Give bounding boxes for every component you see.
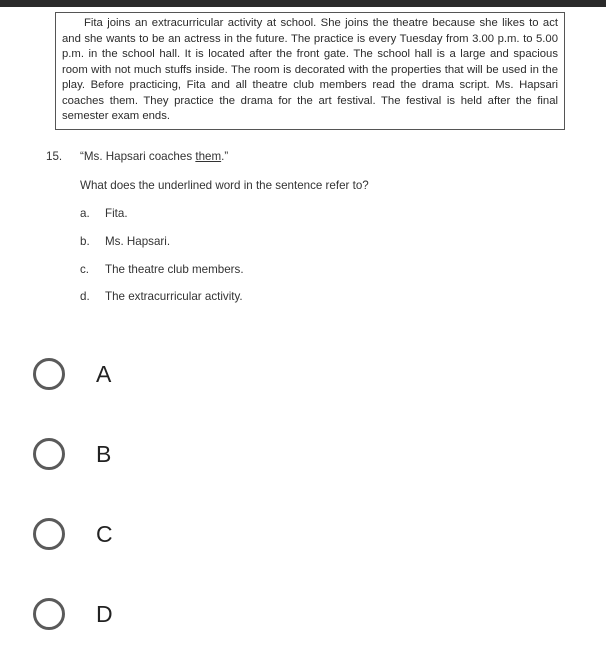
option-letter: a. [80,207,90,220]
option-text: The theatre club members. [105,263,244,276]
question-prompt: What does the underlined word in the sentence refer to? [80,179,369,192]
answer-b[interactable] [33,434,112,474]
answer-label-a[interactable]: A [96,361,112,387]
reading-passage [55,12,565,130]
option-letter: d. [80,290,90,303]
option-b [80,235,170,248]
answer-label-b[interactable]: B [96,441,112,467]
question-number: 15. [46,150,63,163]
option-text: The extracurricular activity. [105,290,243,303]
quote-after: .” [221,150,229,163]
answer-d[interactable] [33,594,113,634]
quote-before: “Ms. Hapsari coaches [80,150,196,163]
radio-button-c[interactable] [33,518,65,550]
option-c [80,263,244,276]
answer-c[interactable] [33,514,113,554]
option-letter: c. [80,263,90,276]
quote-underlined-word: them [195,150,222,163]
radio-button-b[interactable] [33,438,65,470]
option-text: Ms. Hapsari. [105,235,171,248]
option-text: Fita. [105,207,128,220]
passage-text: Fita joins an extracurricular activity at school. She joins the theatre because she likes to act and she wants to be an actress in the future. The practice is every Tuesday from 3.00 p.m. to 5.00 p.m. in the school hall. It is located after the front gate. The school hall is a large and spacious room with not much stuffs inside. The room is decorated with the properties that will be used in the play. Before practicing, Fita and all theatre club members read the drama script. Ms. Hapsari coaches them. They practice the drama for the art festival. The festival is held after the final semester exam ends. [62,17,558,122]
top-bar [0,0,606,7]
option-d [80,290,243,303]
answer-label-c[interactable]: C [96,521,113,547]
option-letter: b. [80,235,90,248]
radio-button-d[interactable] [33,598,65,630]
question-quote [80,150,228,163]
radio-button-a[interactable] [33,358,65,390]
answer-a[interactable] [33,354,112,394]
option-a [80,207,128,220]
answer-label-d[interactable]: D [96,601,113,627]
